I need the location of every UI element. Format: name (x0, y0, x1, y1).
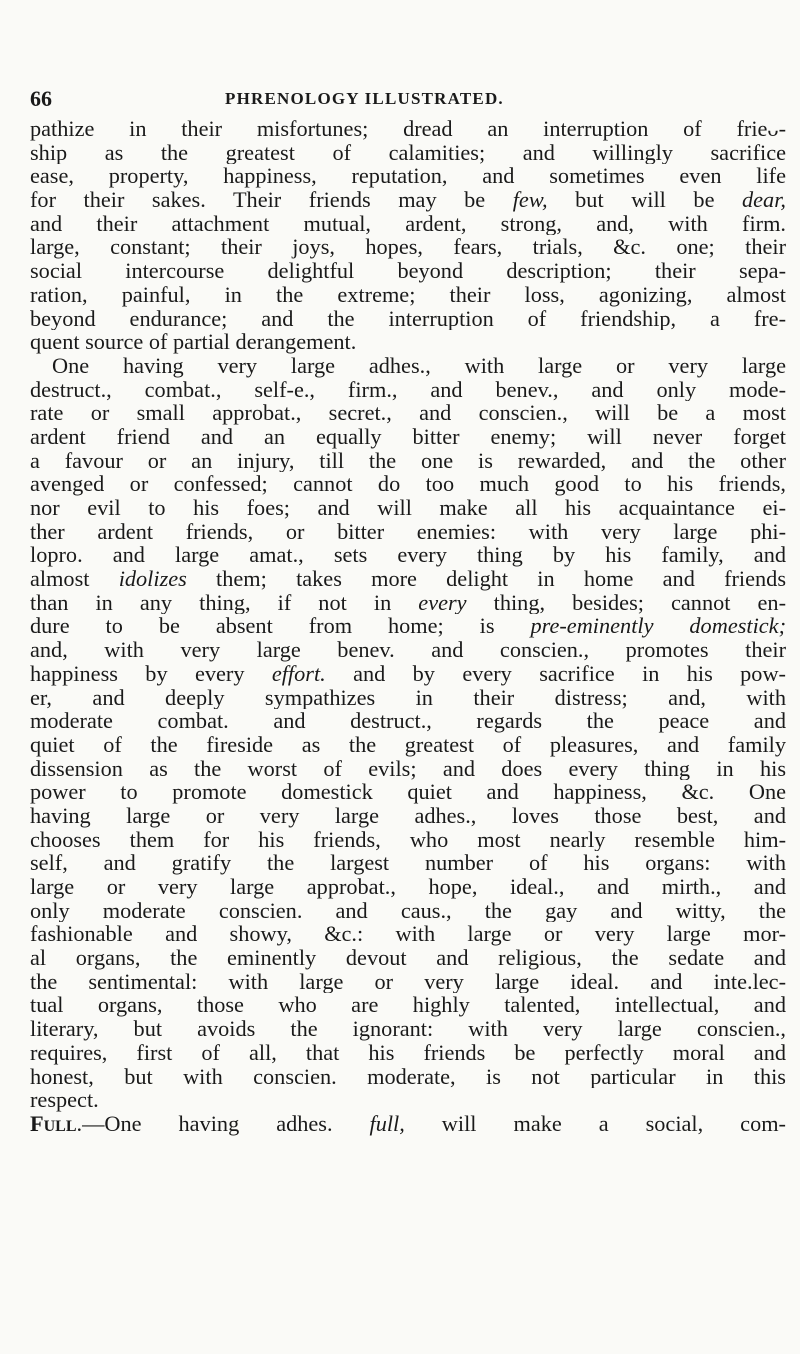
text-line (30, 259, 786, 283)
text-line (30, 1112, 786, 1136)
line-text: respect. (30, 1088, 99, 1112)
text-line (30, 472, 786, 496)
line-text: fashionable and showy, &c.: with large or very large mor- (30, 922, 786, 947)
line-text: honest, but with conscien. moderate, is not particular in this (30, 1064, 786, 1089)
line-text: tual organs, those who are highly talented, intellectual, and (30, 993, 786, 1018)
line-text: lopro. and large amat., sets every thing by his family, and (30, 543, 786, 568)
italic-text: few, (512, 188, 548, 212)
text-line (30, 543, 786, 567)
small-caps-text: Full (30, 1111, 77, 1136)
line-text: quent source of partial derangement. (30, 330, 357, 354)
line-text: nor evil to his foes; and will make all his acquaintance ei- (30, 496, 786, 520)
line-text: having large or very large adhes., loves those best, and (30, 803, 786, 828)
text-line (30, 638, 786, 662)
line-text: the sentimental: with large or very large ideal. and inte.lec- (30, 969, 786, 994)
text-line (30, 970, 786, 994)
text-line (30, 401, 786, 425)
text-line (30, 117, 786, 141)
line-text: large, constant; their joys, hopes, fears, trials, &c. one; their (30, 235, 786, 260)
page-number: 66 (30, 86, 52, 111)
text-line (30, 283, 786, 307)
line-text: ship as the greatest of calamities; and willingly sacrifice (30, 140, 786, 165)
line-text: destruct., combat., self-e., firm., and benev., and only mode- (30, 377, 786, 402)
line-text: beyond endurance; and the interruption of friendship, a fre- (30, 306, 786, 331)
line-text: moderate combat. and destruct., regards the peace and (30, 709, 786, 733)
line-text: for their sakes. Their friends may be (30, 188, 513, 212)
text-line (30, 141, 786, 165)
text-line (30, 875, 786, 899)
line-text: than in any thing, if not in (30, 590, 419, 615)
text-line (30, 993, 786, 1017)
body-text (30, 117, 786, 1136)
italic-text: full, (369, 1111, 405, 1136)
line-text: almost (30, 567, 119, 591)
text-line (30, 449, 786, 473)
text-line (30, 922, 786, 946)
line-text: them; takes more delight in home and friends (186, 567, 786, 591)
line-text: avenged or confessed; cannot do too much good to his friends, (30, 472, 786, 496)
text-line (30, 686, 786, 710)
text-line (30, 804, 786, 828)
text-line (30, 425, 786, 449)
line-text: requires, first of all, that his friends be perfectly moral and (30, 1040, 786, 1065)
line-text: but will be (547, 188, 743, 212)
line-text: dure to be absent from home; is (30, 614, 531, 639)
text-line (30, 567, 786, 591)
text-line (30, 1088, 786, 1112)
text-line (30, 164, 786, 188)
text-line (30, 662, 786, 686)
line-text: self, and gratify the largest number of his organs: with (30, 851, 786, 875)
line-text: dissension as the worst of evils; and does every thing in his (30, 756, 786, 781)
line-text: ardent friend and an equally bitter enemy; will never forget (30, 424, 786, 449)
line-text: happiness by every (30, 661, 272, 686)
text-line (30, 946, 786, 970)
italic-text: idolizes (118, 567, 187, 591)
line-text: er, and deeply sympathizes in their distress; and, with (30, 685, 786, 710)
text-line (30, 828, 786, 852)
running-title: PHRENOLOGY ILLUSTRATED. (225, 89, 504, 108)
line-text: rate or small approbat., secret., and conscien., will be a most (30, 401, 786, 425)
line-text: power to promote domestick quiet and happiness, &c. One (30, 780, 786, 804)
text-line (30, 496, 786, 520)
text-line (30, 780, 786, 804)
text-line (30, 733, 786, 757)
line-text: One having very large adhes., with large or very large (52, 353, 786, 378)
line-text: only moderate conscien. and caus., the gay and witty, the (30, 898, 786, 923)
text-line (30, 899, 786, 923)
text-line (30, 188, 786, 212)
text-line (30, 709, 786, 733)
line-text: a favour or an injury, till the one is rewarded, and the other (30, 448, 786, 473)
text-line (30, 307, 786, 331)
line-text: literary, but avoids the ignorant: with very large conscien., (30, 1017, 786, 1041)
page-header (30, 86, 590, 110)
text-line (30, 1017, 786, 1041)
line-text: will make a social, com- (404, 1111, 786, 1136)
line-text: thing, besides; cannot en- (466, 590, 786, 615)
italic-text: every (418, 590, 467, 615)
line-text: ration, painful, in the extreme; their loss, agonizing, almost (30, 282, 786, 307)
line-text: and their attachment mutual, ardent, strong, and, with firm. (30, 211, 786, 236)
line-text: al organs, the eminently devout and religious, the sedate and (30, 946, 786, 970)
line-text: ther ardent friends, or bitter enemies: with very large phi- (30, 519, 786, 544)
text-line (30, 851, 786, 875)
line-text: large or very large approbat., hope, ideal., and mirth., and (30, 875, 786, 899)
line-text: chooses them for his friends, who most nearly resemble him- (30, 827, 786, 852)
text-line (30, 591, 786, 615)
line-text: quiet of the fireside as the greatest of pleasures, and family (30, 732, 786, 757)
text-line (30, 330, 786, 354)
text-line (30, 757, 786, 781)
line-text: and, with very large benev. and conscien., promotes their (30, 638, 786, 662)
text-line (30, 354, 786, 378)
line-text: .—One having adhes. (76, 1111, 370, 1136)
line-text: social intercourse delightful beyond description; their sepa- (30, 259, 786, 283)
line-text: and by every sacrifice in his pow- (325, 661, 786, 686)
line-text: ease, property, happiness, reputation, and sometimes even life (30, 164, 786, 189)
italic-text: effort. (271, 661, 326, 686)
text-line (30, 1065, 786, 1089)
text-line (30, 520, 786, 544)
italic-text: dear, (742, 188, 786, 212)
text-line (30, 378, 786, 402)
text-line (30, 235, 786, 259)
text-line (30, 212, 786, 236)
text-line (30, 1041, 786, 1065)
italic-text: pre-eminently domestick; (530, 614, 786, 639)
text-line (30, 614, 786, 638)
line-text: pathize in their misfortunes; dread an interruption of frieᴗ- (30, 117, 786, 141)
